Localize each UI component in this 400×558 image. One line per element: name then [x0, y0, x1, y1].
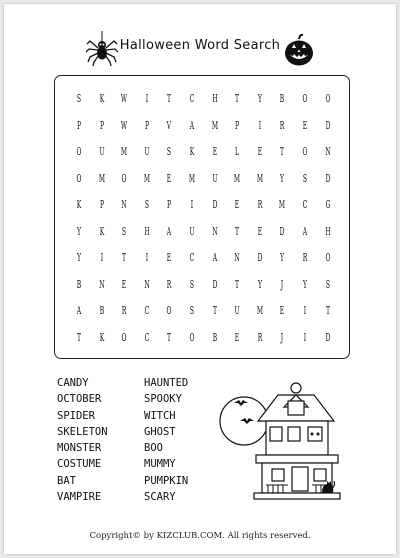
grid-letter: A: [302, 224, 308, 238]
grid-letter: E: [234, 198, 240, 211]
page-title: Halloween Word Search: [119, 38, 281, 53]
grid-letter: E: [280, 304, 285, 317]
word-list-item: COSTUME: [57, 458, 102, 471]
word-list-item: SPOOKY: [144, 393, 182, 406]
copyright-notice: Copyright© by KIZCLUB.COM. All rights reserved.: [89, 531, 311, 541]
grid-letter: M: [121, 145, 128, 158]
grid-letter: I: [303, 304, 307, 317]
grid-letter: N: [144, 277, 150, 291]
grid-letter: Y: [257, 277, 262, 291]
grid-letter: I: [100, 251, 103, 264]
grid-letter: Y: [76, 224, 81, 238]
grid-letter: L: [235, 145, 240, 158]
word-list-item: OCTOBER: [57, 393, 102, 406]
word-list-item: PUMPKIN: [144, 474, 189, 487]
grid-letter: D: [257, 251, 263, 264]
grid-letter: G: [325, 198, 331, 211]
grid-letter: S: [167, 145, 172, 158]
grid-letter: T: [167, 330, 172, 344]
grid-letter: S: [325, 277, 330, 291]
word-list-item: CANDY: [57, 377, 89, 389]
grid-letter: T: [280, 145, 285, 158]
grid-letter: Y: [257, 92, 262, 105]
grid-letter: W: [121, 92, 128, 105]
grid-letter: V: [167, 118, 172, 132]
grid-letter: Y: [280, 251, 285, 264]
grid-row: [55, 172, 349, 196]
grid-letter: O: [325, 92, 331, 105]
grid-letter: M: [256, 304, 263, 317]
grid-letter: T: [235, 277, 240, 291]
grid-letter: O: [302, 145, 308, 158]
grid-letter: S: [122, 224, 127, 238]
grid-letter: O: [121, 330, 127, 344]
grid-letter: C: [189, 251, 195, 264]
grid-letter: T: [212, 304, 217, 317]
grid-letter: R: [167, 277, 172, 291]
word-list-item: HAUNTED: [144, 377, 189, 389]
grid-letter: N: [324, 145, 331, 158]
grid-letter: R: [302, 251, 308, 264]
grid-letter: A: [167, 224, 172, 238]
word-list-item: SKELETON: [57, 425, 108, 438]
grid-letter: P: [76, 118, 82, 132]
word-list-right: [144, 375, 188, 505]
grid-letter: N: [98, 277, 105, 291]
haunted-house-illustration: [218, 381, 368, 501]
grid-letter: N: [121, 198, 127, 211]
grid-letter: B: [76, 277, 82, 291]
word-list-item: MONSTER: [57, 442, 102, 455]
grid-letter: O: [325, 251, 331, 264]
grid-letter: E: [234, 330, 240, 344]
grid-letter: H: [211, 92, 218, 105]
word-list-item: BAT: [57, 474, 76, 487]
grid-letter: K: [99, 330, 104, 344]
grid-letter: U: [212, 171, 218, 185]
grid-letter: E: [302, 118, 308, 132]
grid-letter: J: [281, 277, 284, 291]
grid-letter: D: [212, 198, 218, 211]
grid-letter: N: [211, 224, 218, 238]
grid-letter: D: [325, 118, 331, 132]
grid-letter: D: [212, 277, 218, 291]
grid-letter: S: [189, 304, 195, 317]
grid-letter: T: [167, 92, 172, 105]
grid-letter: S: [76, 92, 82, 105]
grid-letter: T: [325, 304, 330, 317]
grid-row: [55, 251, 349, 275]
grid-letter: B: [280, 92, 285, 105]
grid-letter: R: [280, 118, 285, 132]
grid-letter: Y: [280, 171, 285, 185]
grid-letter: C: [144, 304, 150, 317]
word-list-item: SCARY: [144, 491, 176, 504]
grid-letter: H: [144, 224, 150, 238]
grid-letter: Y: [302, 277, 307, 291]
jack-o-lantern-icon: [284, 33, 314, 67]
grid-row: [55, 119, 349, 143]
grid-letter: I: [190, 198, 194, 211]
word-list-item: WITCH: [144, 409, 176, 422]
grid-letter: M: [143, 171, 150, 185]
grid-letter: P: [235, 118, 240, 132]
grid-letter: M: [279, 198, 286, 211]
word-list-left: [57, 375, 108, 505]
grid-row: [55, 304, 349, 328]
grid-row: [55, 278, 349, 302]
grid-letter: T: [122, 251, 127, 264]
grid-letter: T: [235, 224, 240, 238]
grid-letter: P: [99, 198, 104, 211]
grid-letter: H: [324, 224, 331, 238]
grid-letter: M: [211, 118, 218, 132]
grid-letter: K: [189, 145, 195, 158]
grid-letter: I: [145, 92, 148, 105]
grid-letter: U: [189, 224, 195, 238]
word-list-item: BOO: [144, 442, 163, 455]
grid-letter: C: [302, 198, 308, 211]
grid-letter: A: [189, 118, 195, 132]
grid-letter: O: [121, 171, 127, 185]
grid-row: [55, 198, 349, 222]
grid-letter: S: [189, 277, 195, 291]
grid-letter: O: [76, 145, 82, 158]
word-list-item: MUMMY: [144, 458, 176, 471]
grid-letter: R: [257, 198, 263, 211]
grid-letter: Y: [76, 251, 81, 264]
grid-letter: D: [325, 330, 331, 344]
grid-letter: O: [302, 92, 308, 105]
grid-letter: O: [189, 330, 195, 344]
grid-letter: R: [121, 304, 127, 317]
grid-row: [55, 331, 349, 355]
grid-letter: K: [99, 92, 104, 105]
grid-letter: E: [167, 171, 172, 185]
grid-letter: I: [145, 251, 148, 264]
grid-letter: C: [189, 92, 195, 105]
grid-letter: E: [167, 251, 172, 264]
grid-letter: M: [98, 171, 105, 185]
grid-letter: E: [212, 145, 217, 158]
grid-letter: E: [257, 224, 263, 238]
grid-letter: M: [234, 171, 241, 185]
grid-letter: I: [258, 118, 261, 132]
grid-letter: T: [235, 92, 240, 105]
grid-letter: U: [234, 304, 240, 317]
word-list-item: SPIDER: [57, 409, 95, 422]
grid-letter: W: [121, 118, 128, 132]
grid-letter: A: [212, 251, 217, 264]
grid-row: [55, 225, 349, 249]
grid-letter: T: [76, 330, 82, 344]
grid-letter: E: [121, 277, 127, 291]
grid-letter: R: [257, 330, 263, 344]
grid-letter: C: [144, 330, 150, 344]
grid-letter: S: [144, 198, 149, 211]
grid-letter: B: [99, 304, 104, 317]
grid-letter: I: [303, 330, 307, 344]
grid-letter: P: [99, 118, 104, 132]
grid-letter: M: [256, 171, 263, 185]
grid-letter: P: [144, 118, 149, 132]
grid-letter: D: [279, 224, 285, 238]
grid-letter: O: [76, 171, 82, 185]
grid-letter: P: [167, 198, 172, 211]
grid-letter: B: [212, 330, 217, 344]
grid-row: [55, 145, 349, 169]
grid-letter: U: [144, 145, 150, 158]
grid-letter: J: [281, 330, 284, 344]
grid-row: [55, 92, 349, 116]
grid-letter: S: [302, 171, 308, 185]
grid-letter: K: [99, 224, 104, 238]
word-search-grid: [54, 75, 350, 359]
grid-letter: U: [99, 145, 105, 158]
grid-letter: D: [325, 171, 331, 185]
grid-letter: N: [234, 251, 240, 264]
word-list-item: VAMPIRE: [57, 491, 102, 504]
grid-letter: A: [76, 304, 82, 317]
grid-letter: E: [257, 145, 263, 158]
word-list-item: GHOST: [144, 425, 176, 438]
grid-letter: O: [166, 304, 172, 317]
grid-letter: K: [76, 198, 82, 211]
grid-letter: M: [188, 171, 196, 185]
